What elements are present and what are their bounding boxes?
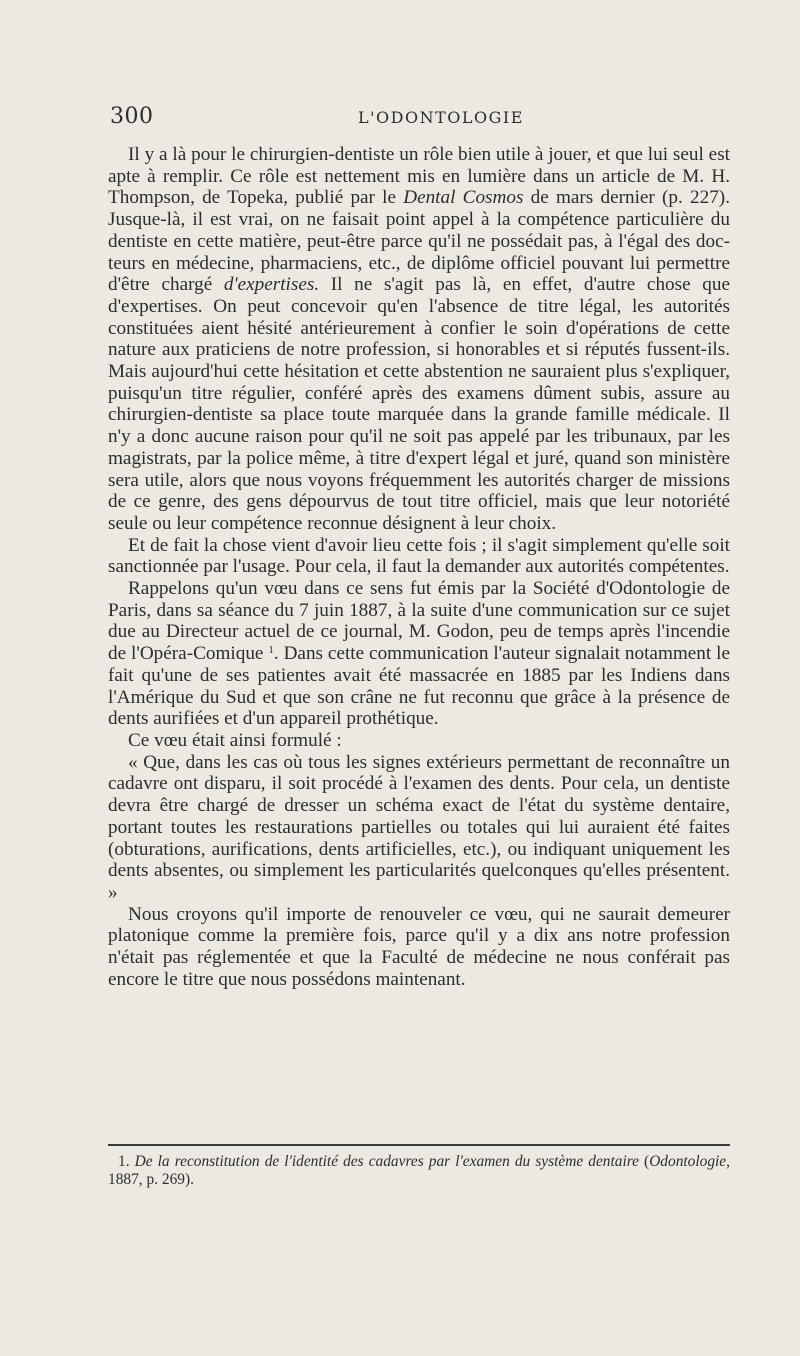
text-run: Il ne s'agit pas là, en effet, d'autre chose que d'expertises. On peut concevoir qu'en l'absence de titre légal, les autorités constituées aient hésité antérieurement à confier le soin d'opérations de cette nature aux praticiens de notre profession, si honorables et si réputés fussent-ils. Mais aujourd'hui cette hésitation et cette abstention ne sauraient plus s'expliquer, puisqu'un titre régulier, conféré après des examens dûment subis, assure au chirurgien-dentiste sa place toute marquée dans la grande famille médicale. Il n'y a donc aucune raison pour qu'il ne soit pas appelé par les tribunaux, par les magistrats, par la police même, à titre d'expert légal et juré, quand son ministère sera utile, alors que nous voyons fréquemment les autorités charger de missions de ce genre, des gens dépourvus de tout titre officiel, mais que leur notoriété seule ou leur compétence reconnue désignent à leur choix. — [108, 274, 730, 534]
paragraph — [108, 144, 730, 535]
footnote-marker: 1 — [268, 644, 274, 657]
italic-text: Dental Cosmos — [403, 187, 524, 209]
italic-text: De la reconstitution de l'identité des cadavres par l'examen du système dentaire — [134, 1153, 639, 1170]
footnote — [108, 1153, 730, 1189]
body-text — [108, 144, 730, 990]
footnote-rule — [108, 1144, 730, 1146]
text-run: , 1887, p. 269). — [108, 1153, 730, 1188]
page-header — [108, 104, 728, 134]
paragraph — [108, 752, 730, 904]
running-title: L'ODONTOLOGIE — [358, 108, 524, 127]
paragraph — [108, 730, 730, 752]
text-run: Nous croyons qu'il importe de renouveler ce vœu, qui ne saurait demeurer platonique comme la première fois, parce qu'il y a dix ans notre profession n'était pas réglementée et que la Faculté de médecine ne nous conférait pas encore le titre que nous possédons maintenant. — [108, 903, 730, 990]
text-run: Ce vœu était ainsi formulé : — [128, 729, 342, 751]
text-run: « Que, dans les cas où tous les signes extérieurs permettant de reconnaître un cadavre ont disparu, il soit procédé à l'examen des dents. Pour cela, un dentiste devra être chargé de dresser un schéma exact de l'état du système dentaire, portant toutes les restaurations partielles ou totales qui lui auraient été faites (obturations, aurifications, dents artificielles, etc.), ou indiquant uniquement les dents absentes, ou simplement les particularités quelconques qu'elles présentent. » — [108, 751, 730, 903]
text-run: de mars dernier (p. 227). Jusque-là, il est vrai, on ne faisait point appel à la compétence particulière du dentiste en cette matière, peut-être parce qu'il ne possédait pas, à l'égal des docteurs en médecine, pharmaciens, etc., de diplôme officiel pouvant lui permettre d'être chargé — [108, 187, 730, 296]
italic-text: d'expertises. — [223, 274, 320, 296]
italic-text: Odontologie — [649, 1153, 727, 1170]
text-run: Rappelons qu'un vœu dans ce sens fut émis par la Société d'Odontologie de Paris, dans sa séance du 7 juin 1887, à la suite d'une communication sur ce sujet due au Directeur actuel de ce journal, M. Godon, peu de temps après l'incendie de l'Opéra-Comique — [108, 578, 730, 665]
text-run: Il y a là pour le chirurgien-dentiste un rôle bien utile à jouer, et que lui seul est apte à remplir. Ce rôle est nettement mis en lumière dans un article de M. H. Thompson, de Topeka, publié par le — [108, 144, 730, 209]
text-run: Et de fait la chose vient d'avoir lieu cette fois ; il s'agit simplement qu'elle soit sanctionnée par l'usage. Pour cela, il faut la demander aux autorités compétentes. — [108, 534, 730, 578]
text-run: ( — [638, 1153, 650, 1170]
paragraph — [108, 578, 730, 730]
page-number: 300 — [110, 104, 154, 129]
paragraph — [108, 904, 730, 991]
text-run: . Dans cette communication l'auteur signalait notamment le fait qu'une de ses patientes avait été massacrée en 1885 par les Indiens dans l'Amérique du Sud et que son crâne ne fut reconnu que grâce à la présence de dents aurifiées et d'un appareil prothétique. — [108, 643, 731, 730]
paragraph — [108, 535, 730, 578]
text-run: 1. — [118, 1153, 135, 1170]
